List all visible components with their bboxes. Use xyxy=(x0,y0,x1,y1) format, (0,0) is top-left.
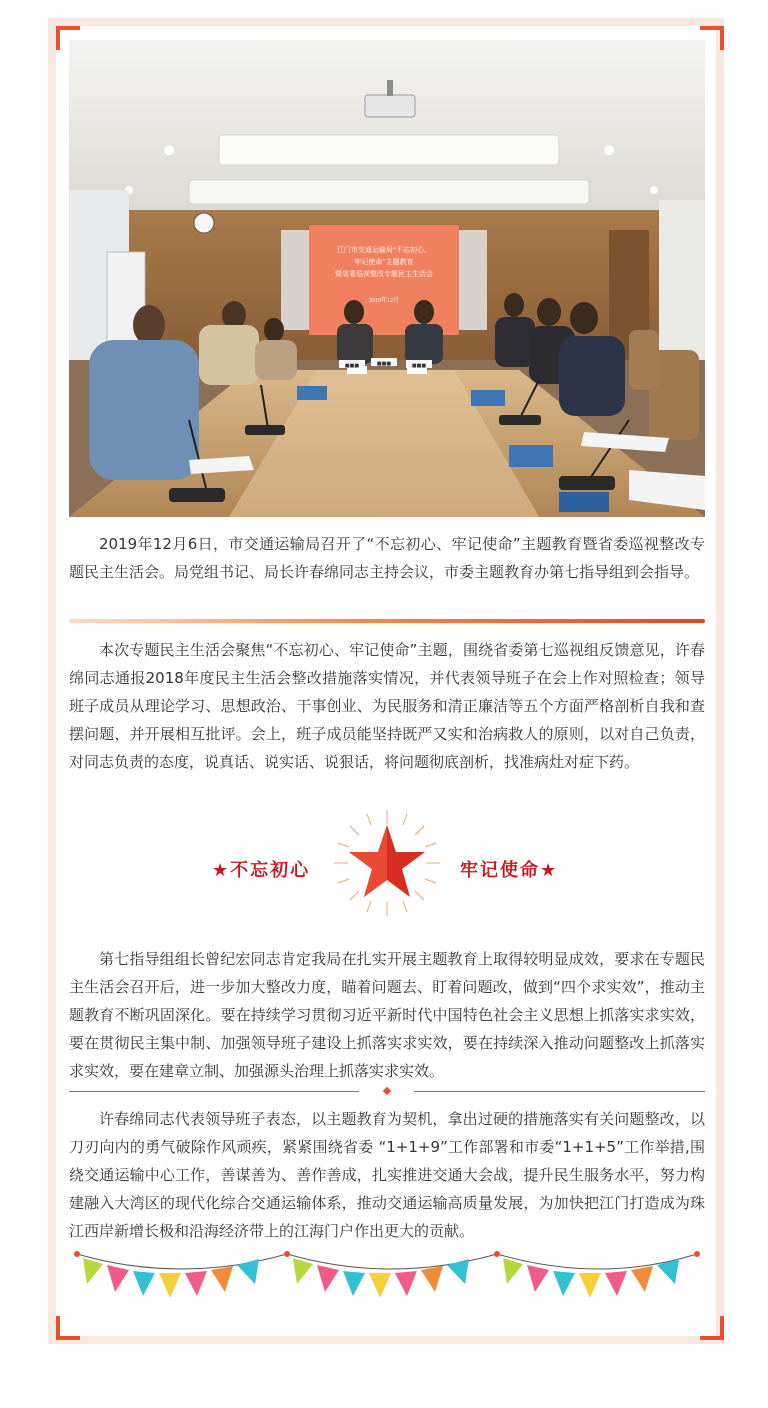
nameplate-1: ■■■ xyxy=(344,363,360,369)
paragraph-meeting-focus: 本次专题民主生活会聚焦“不忘初心、牢记使命”主题，围绕省委第七巡视组反馈意见，许春绵同志通报2018年度民主生活会整改措施落实情况，并代表领导班子在会上作对照检查；领导班子成员从理论学习、思想政治、干事创业、为民服务和清正廉洁等五个方面严格剖析自我和查摆问题，并开展相互批评。会上，班子成员能坚持既严又实和治病救人的原则，以对自己负责，对同志负责的态度，说真话、说实话、说狠话，将问题彻底剖析，找准病灶对症下药。 xyxy=(69,641,705,771)
nameplate-2: ■■■ xyxy=(411,363,427,369)
paragraph-guidance-group: 第七指导组组长曾纪宏同志肯定我局在扎实开展主题教育上取得较明显成效，要求在专题民主生活会召开后，进一步加大整改力度，瞄着问题去、盯着问题改，做到“四个求实效”，推动主题教育不断巩固深化。要在持续学习贯彻习近平新时代中国特色社会主义思想上抓落实求实效，要在贯彻民主集中制、加强领导班子建设上抓落实求实效，要在持续深入推动问题整改上抓落实求实效，要在建章立制、加强源头治理上抓落实求实效。 xyxy=(69,950,705,1080)
divider-left-line xyxy=(69,1091,359,1092)
divider-right-line xyxy=(414,1091,705,1092)
meeting-photo xyxy=(69,40,705,517)
banner-line-1: 江门市交通运输局“不忘初心、 xyxy=(336,246,432,254)
banner-line-4: 2019年12月 xyxy=(368,298,400,304)
banner-line-3: 暨省委巡视整改专题民主生活会 xyxy=(335,270,433,278)
bunting-flags-icon xyxy=(69,1244,705,1314)
red-star-icon xyxy=(334,810,440,916)
banner-line-2: 牢记使命”主题教育 xyxy=(354,258,414,266)
frame-corner-bottom-right xyxy=(700,1316,724,1340)
paragraph-leadership-pledge: 许春绵同志代表领导班子表态，以主题教育为契机，拿出过硬的措施落实有关问题整改，以刀刃向内的勇气破除作风顽疾，紧紧围绕省委 “1+1+9”工作部署和市委“1+1+5”工作举措,围绕交通运输中心工作，善谋善为、善作善成，扎实推进交通大会战，提升民生服务水平，努力构建融入大湾区的现代化综合交通运输体系，推动交通运输高质量发展，为加快把江门打造成为珠江西岸新增长极和沿海经济带上的江海门户作出更大的贡献。 xyxy=(69,1110,705,1240)
slogan-left: ★不忘初心 xyxy=(212,860,311,881)
paragraph-intro: 2019年12月6日，市交通运输局召开了“不忘初心、牢记使命”主题教育暨省委巡视整改专题民主生活会。局党组书记、局长许春绵同志主持会议，市委主题教育办第七指导组到会指导。 xyxy=(69,535,705,581)
slogan-right: 牢记使命★ xyxy=(460,860,559,881)
section-divider-gradient xyxy=(69,619,705,623)
frame-corner-bottom-left xyxy=(56,1316,80,1340)
nameplate-3: ■■■ xyxy=(376,361,392,367)
